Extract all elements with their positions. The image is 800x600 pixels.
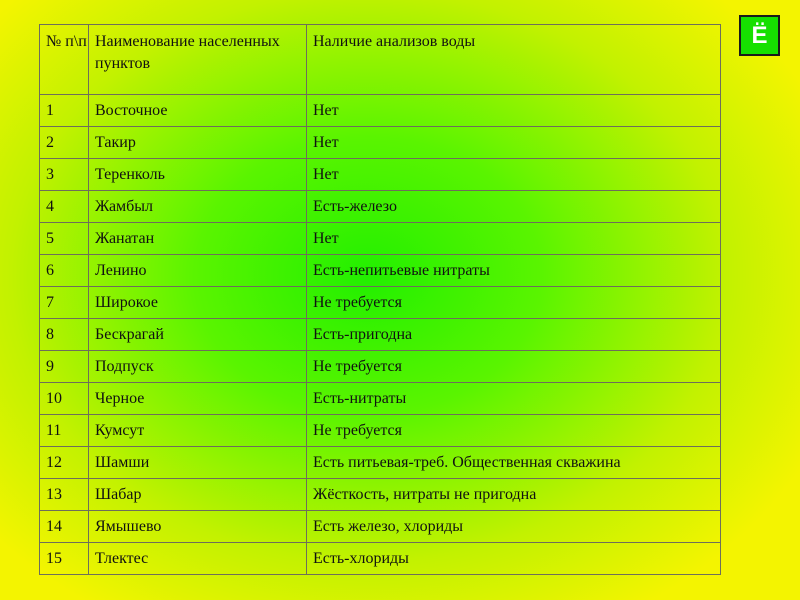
water-analysis: Не требуется	[307, 415, 721, 447]
row-number: 2	[40, 127, 89, 159]
row-number: 15	[40, 543, 89, 575]
table-body	[40, 25, 721, 575]
water-analysis: Нет	[307, 223, 721, 255]
water-analysis: Не требуется	[307, 287, 721, 319]
settlement-name: Бескрагай	[89, 319, 307, 351]
yo-button[interactable]: Ё	[739, 15, 780, 56]
table-row	[40, 223, 721, 255]
settlement-name: Ямышево	[89, 511, 307, 543]
table-row	[40, 447, 721, 479]
table-row	[40, 351, 721, 383]
table-row	[40, 255, 721, 287]
water-analysis: Есть питьевая-треб. Общественная скважина	[307, 447, 721, 479]
water-analysis: Есть-железо	[307, 191, 721, 223]
header-settlement-name: Наименование населенных пунктов	[89, 25, 307, 95]
settlement-name: Широкое	[89, 287, 307, 319]
table-row	[40, 383, 721, 415]
table-row	[40, 191, 721, 223]
table-row	[40, 127, 721, 159]
settlement-name: Восточное	[89, 95, 307, 127]
row-number: 14	[40, 511, 89, 543]
settlement-name: Шабар	[89, 479, 307, 511]
row-number: 11	[40, 415, 89, 447]
table-row	[40, 543, 721, 575]
table-row	[40, 95, 721, 127]
row-number: 4	[40, 191, 89, 223]
water-analysis: Нет	[307, 95, 721, 127]
row-number: 12	[40, 447, 89, 479]
settlement-name: Жанатан	[89, 223, 307, 255]
water-analysis: Есть-непитьевые нитраты	[307, 255, 721, 287]
row-number: 9	[40, 351, 89, 383]
row-number: 7	[40, 287, 89, 319]
table-row	[40, 415, 721, 447]
settlement-name: Жамбыл	[89, 191, 307, 223]
row-number: 1	[40, 95, 89, 127]
settlement-name: Тлектес	[89, 543, 307, 575]
settlement-name: Подпуск	[89, 351, 307, 383]
row-number: 13	[40, 479, 89, 511]
header-water-analysis: Наличие анализов воды	[307, 25, 721, 95]
water-analysis: Есть-нитраты	[307, 383, 721, 415]
water-analysis: Нет	[307, 127, 721, 159]
table-header-row	[40, 25, 721, 95]
settlement-name: Кумсут	[89, 415, 307, 447]
table-row	[40, 159, 721, 191]
table-row	[40, 287, 721, 319]
row-number: 6	[40, 255, 89, 287]
water-analysis: Жёсткость, нитраты не пригодна	[307, 479, 721, 511]
settlement-name: Теренколь	[89, 159, 307, 191]
table-row	[40, 511, 721, 543]
water-analysis: Нет	[307, 159, 721, 191]
water-analysis: Есть-пригодна	[307, 319, 721, 351]
water-analysis: Не требуется	[307, 351, 721, 383]
row-number: 8	[40, 319, 89, 351]
settlement-name: Шамши	[89, 447, 307, 479]
header-number: № п\п	[40, 25, 89, 95]
row-number: 10	[40, 383, 89, 415]
settlement-name: Такир	[89, 127, 307, 159]
water-analysis: Есть железо, хлориды	[307, 511, 721, 543]
water-analysis: Есть-хлориды	[307, 543, 721, 575]
settlement-name: Черное	[89, 383, 307, 415]
row-number: 3	[40, 159, 89, 191]
settlement-name: Ленино	[89, 255, 307, 287]
row-number: 5	[40, 223, 89, 255]
table-row	[40, 319, 721, 351]
table-row	[40, 479, 721, 511]
water-analysis-table	[39, 24, 721, 575]
